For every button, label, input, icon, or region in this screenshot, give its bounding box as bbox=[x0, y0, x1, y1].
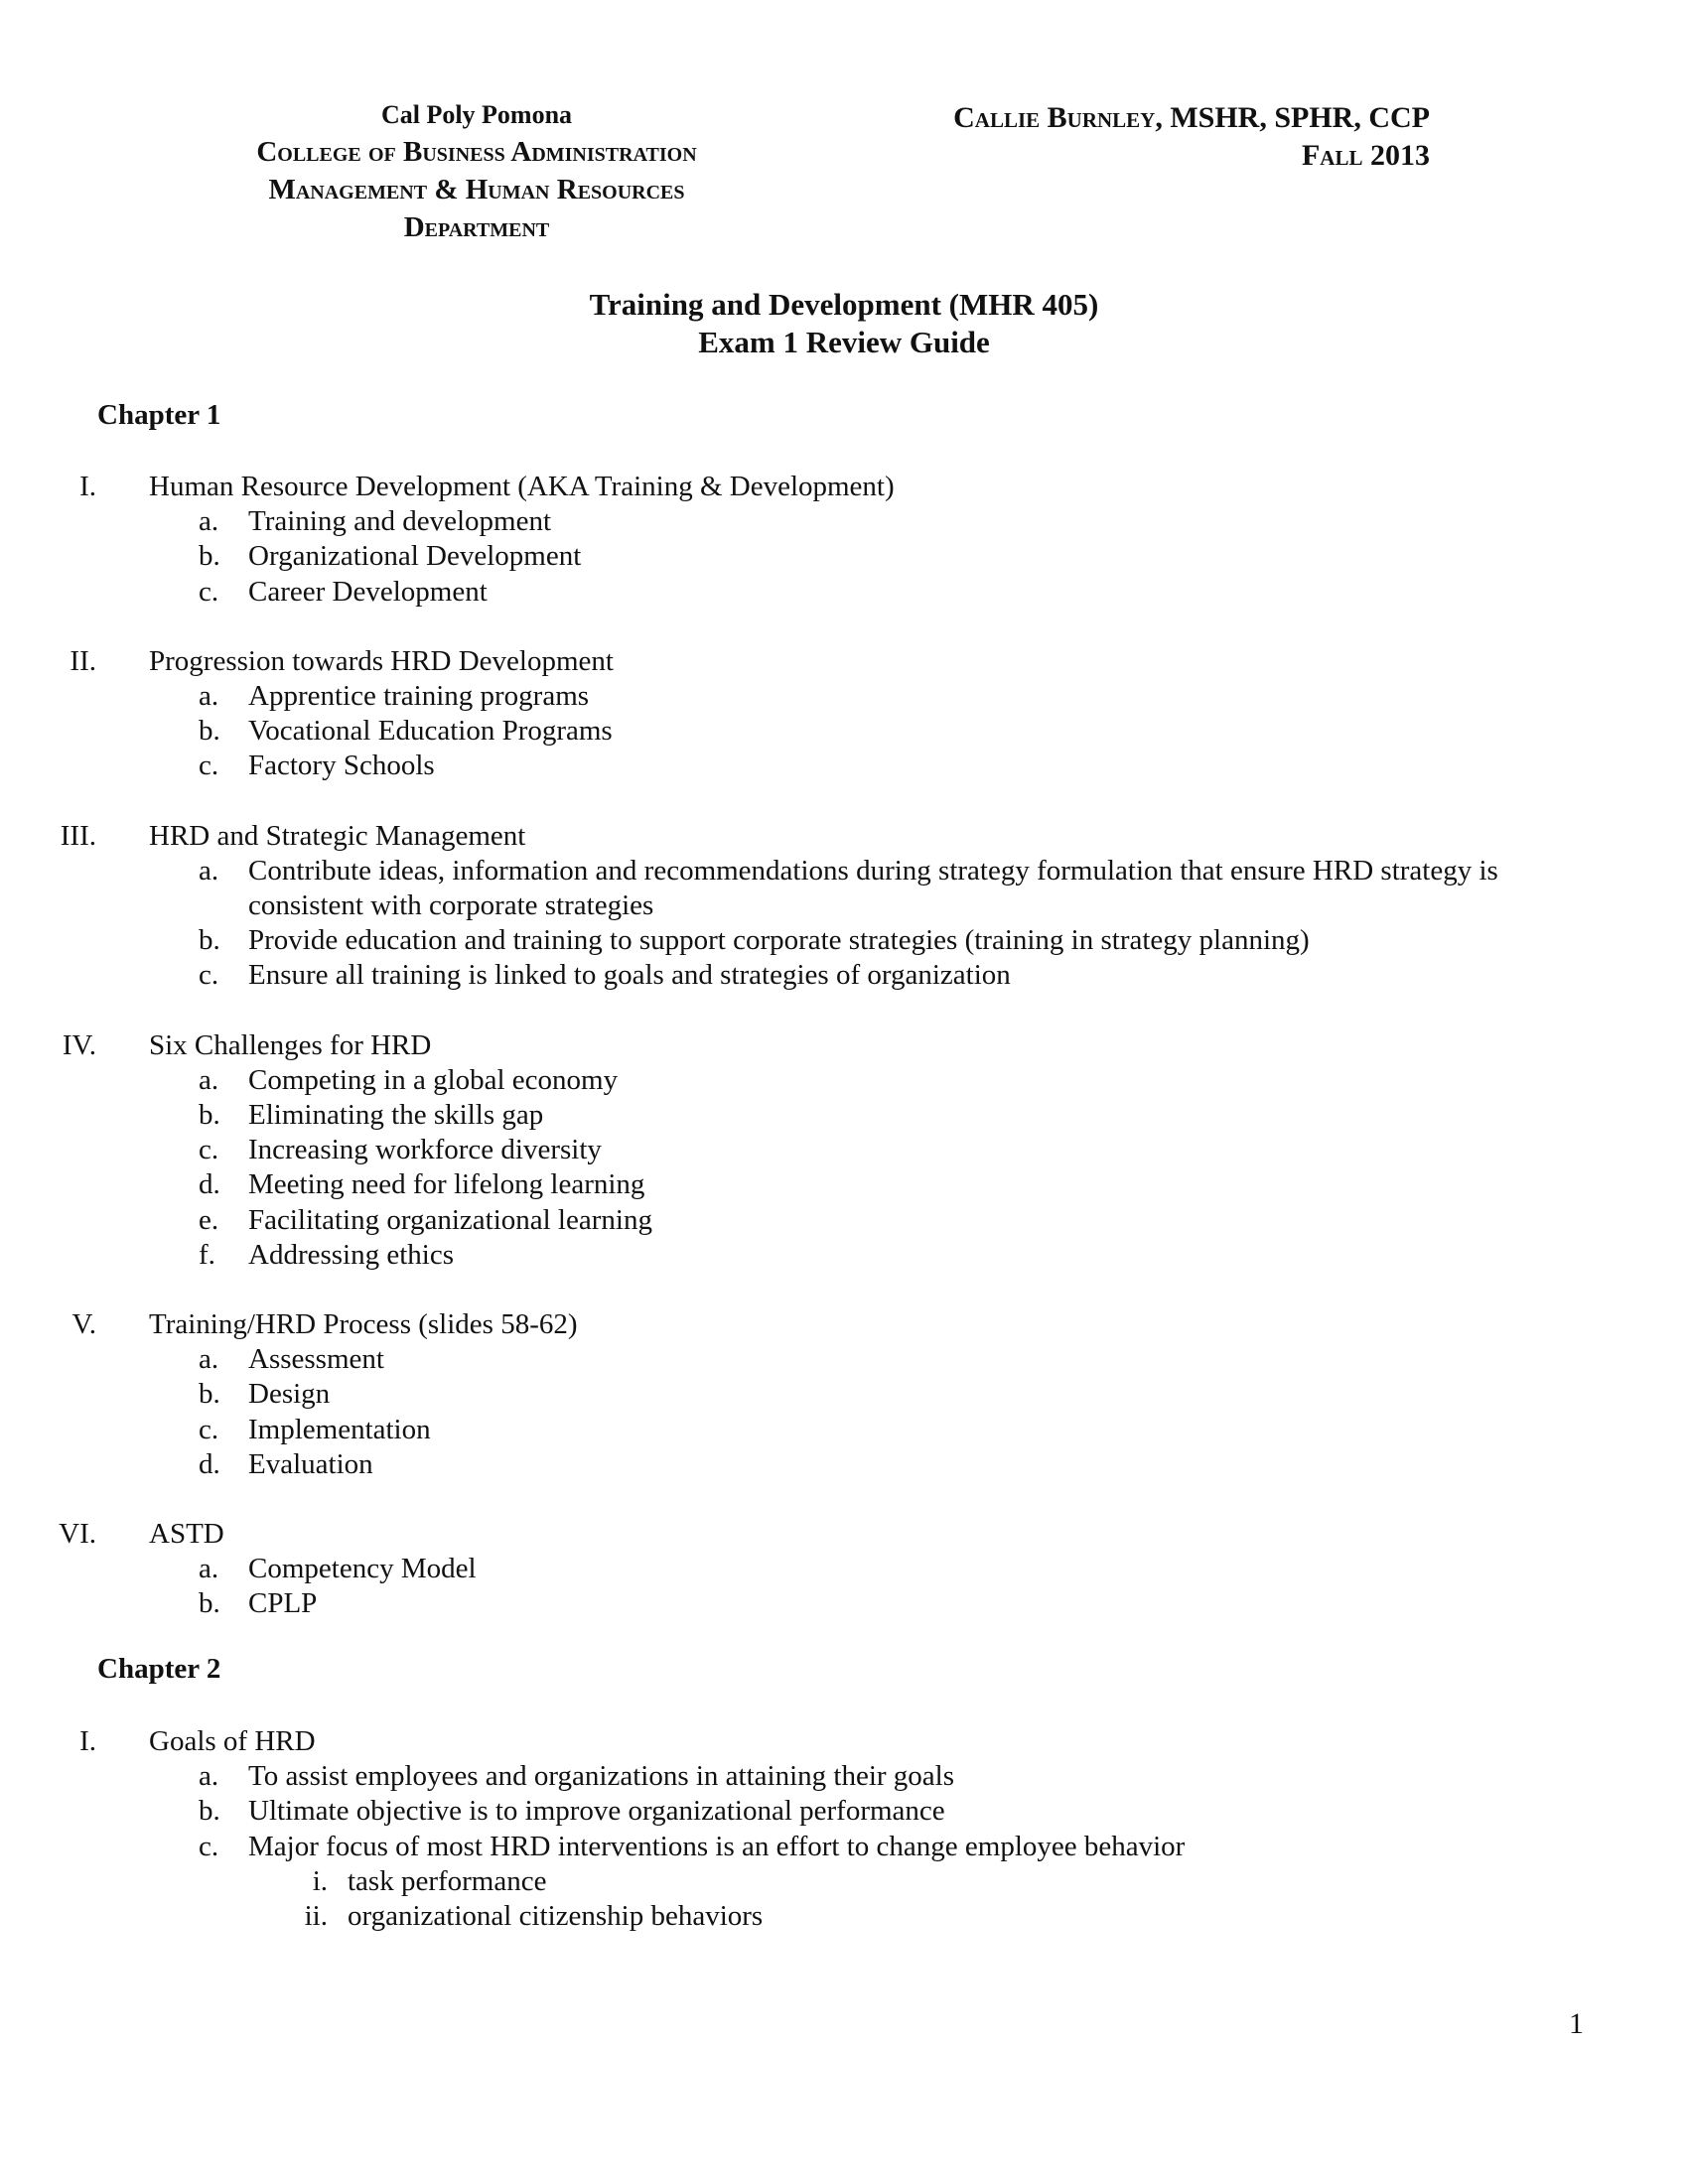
page-number: 1 bbox=[1569, 2007, 1584, 2040]
item-text: Competency Model bbox=[248, 1553, 477, 1585]
item-label: f. bbox=[199, 1238, 215, 1271]
outline-section bbox=[0, 1517, 1688, 1622]
item-label: a. bbox=[199, 680, 219, 713]
outline-item bbox=[199, 504, 1688, 539]
outline-item bbox=[199, 923, 1688, 958]
outline-section bbox=[0, 1307, 1688, 1482]
chapter-1-outline bbox=[0, 470, 1688, 1657]
outline-item bbox=[199, 1759, 1688, 1794]
outline-item bbox=[199, 1238, 1688, 1273]
college-name: College of Business Administration bbox=[256, 136, 697, 168]
outline-item bbox=[199, 1342, 1688, 1377]
item-text: Ultimate objective is to improve organizational performance bbox=[248, 1795, 945, 1828]
outline-section bbox=[0, 1028, 1688, 1273]
outline-item bbox=[199, 1377, 1688, 1412]
item-text: Apprentice training programs bbox=[248, 680, 590, 713]
item-text: Increasing workforce diversity bbox=[248, 1134, 602, 1166]
outline-item bbox=[199, 1413, 1688, 1447]
item-label: c. bbox=[199, 1830, 219, 1862]
outline-section bbox=[0, 644, 1688, 784]
outline-section bbox=[0, 470, 1688, 610]
item-text: Eliminating the skills gap bbox=[248, 1099, 544, 1132]
item-text: Organizational Development bbox=[248, 540, 582, 573]
item-text: Meeting need for lifelong learning bbox=[248, 1168, 645, 1201]
section-title: HRD and Strategic Management bbox=[149, 819, 526, 852]
section-title: Six Challenges for HRD bbox=[149, 1028, 432, 1061]
item-text: To assist employees and organizations in attaining their goals bbox=[248, 1760, 955, 1793]
outline-item bbox=[199, 1447, 1688, 1482]
department-name-line2: Department bbox=[403, 211, 550, 243]
section-numeral: V. bbox=[71, 1308, 96, 1341]
item-text: Major focus of most HRD interventions is an effort to change employee behavior bbox=[248, 1830, 1186, 1862]
item-text: CPLP bbox=[248, 1587, 318, 1620]
item-label: b. bbox=[199, 540, 220, 573]
item-label: b. bbox=[199, 1378, 220, 1411]
course-title: Training and Development (MHR 405) bbox=[589, 287, 1099, 322]
section-numeral: I. bbox=[79, 1725, 96, 1757]
item-label: d. bbox=[199, 1168, 220, 1201]
item-label: a. bbox=[199, 505, 219, 538]
subitem-label: ii. bbox=[304, 1900, 328, 1933]
item-text: Facilitating organizational learning bbox=[248, 1203, 652, 1236]
item-label: a. bbox=[199, 1343, 219, 1376]
outline-item bbox=[199, 1552, 1688, 1586]
section-numeral: I. bbox=[79, 471, 96, 502]
item-label: a. bbox=[199, 1760, 219, 1793]
item-text: Provide education and training to support corporate strategies (training in strategy planning) bbox=[248, 924, 1310, 957]
section-numeral: III. bbox=[60, 819, 96, 852]
section-title: ASTD bbox=[149, 1518, 224, 1551]
outline-item bbox=[199, 1098, 1688, 1133]
item-label: a. bbox=[199, 1063, 219, 1096]
outline-item bbox=[199, 1167, 1688, 1202]
item-label: b. bbox=[199, 924, 220, 957]
outline-item bbox=[199, 1203, 1688, 1238]
instructor-header bbox=[854, 99, 1430, 175]
item-text: Addressing ethics bbox=[248, 1238, 454, 1271]
outline-item bbox=[199, 1586, 1688, 1621]
outline-item bbox=[199, 1830, 1688, 1864]
chapter-2-outline bbox=[0, 1724, 1688, 1969]
department-name-line1: Management & Human Resources bbox=[268, 174, 685, 205]
outline-item bbox=[199, 958, 1688, 993]
instructor-name: Callie Burnley, MSHR, SPHR, CCP bbox=[953, 101, 1430, 134]
outline-item bbox=[199, 714, 1688, 749]
item-label: c. bbox=[199, 1413, 219, 1445]
item-label: b. bbox=[199, 1099, 220, 1132]
guide-subtitle: Exam 1 Review Guide bbox=[698, 325, 990, 359]
section-numeral: IV. bbox=[62, 1028, 96, 1061]
subitem-label: i. bbox=[312, 1864, 328, 1897]
section-title: Human Resource Development (AKA Training & Development) bbox=[149, 471, 895, 502]
item-label: e. bbox=[199, 1203, 219, 1236]
item-label: a. bbox=[199, 854, 219, 887]
item-label: c. bbox=[199, 750, 219, 782]
outline-item bbox=[199, 539, 1688, 574]
item-label: b. bbox=[199, 715, 220, 748]
term: Fall 2013 bbox=[1301, 139, 1430, 172]
subitem-text: organizational citizenship behaviors bbox=[348, 1900, 764, 1933]
item-text: Training and development bbox=[248, 505, 551, 538]
item-label: c. bbox=[199, 575, 219, 608]
item-label: b. bbox=[199, 1587, 220, 1620]
subitem-text: task performance bbox=[348, 1864, 547, 1897]
item-text: Evaluation bbox=[248, 1447, 373, 1480]
item-label: c. bbox=[199, 959, 219, 992]
section-numeral: VI. bbox=[59, 1518, 96, 1551]
item-text: Factory Schools bbox=[248, 750, 435, 782]
item-text: Career Development bbox=[248, 575, 488, 608]
item-label: a. bbox=[199, 1553, 219, 1585]
item-text: Vocational Education Programs bbox=[248, 715, 613, 748]
outline-subitem bbox=[304, 1899, 1688, 1934]
section-title: Training/HRD Process (slides 58-62) bbox=[149, 1308, 578, 1341]
outline-item bbox=[199, 854, 1688, 923]
outline-subitem bbox=[312, 1864, 1688, 1899]
outline-item bbox=[199, 1133, 1688, 1167]
outline-item bbox=[199, 749, 1688, 783]
item-text: Design bbox=[248, 1378, 331, 1411]
section-numeral: II. bbox=[70, 644, 96, 677]
item-label: b. bbox=[199, 1795, 220, 1828]
institution-header bbox=[179, 97, 774, 246]
item-label: d. bbox=[199, 1447, 220, 1480]
item-text: Implementation bbox=[248, 1413, 431, 1445]
university-name: Cal Poly Pomona bbox=[380, 100, 573, 129]
section-title: Goals of HRD bbox=[149, 1725, 316, 1757]
outline-item bbox=[199, 575, 1688, 610]
chapter-heading: Chapter 1 bbox=[97, 399, 221, 431]
item-text: Ensure all training is linked to goals and strategies of organization bbox=[248, 959, 1011, 992]
outline-item bbox=[199, 1794, 1688, 1829]
section-title: Progression towards HRD Development bbox=[149, 644, 614, 677]
item-text: Contribute ideas, information and recommendations during strategy formulation that ensure HRD strategy is consistent with corporate strategies bbox=[248, 854, 1498, 922]
document-title bbox=[0, 286, 1688, 361]
outline-section bbox=[0, 1724, 1688, 1934]
item-label: c. bbox=[199, 1134, 219, 1166]
chapter-heading: Chapter 2 bbox=[97, 1653, 221, 1685]
outline-section bbox=[0, 819, 1688, 994]
item-text: Competing in a global economy bbox=[248, 1063, 619, 1096]
item-text: Assessment bbox=[248, 1343, 384, 1376]
outline-item bbox=[199, 1063, 1688, 1098]
outline-item bbox=[199, 679, 1688, 714]
